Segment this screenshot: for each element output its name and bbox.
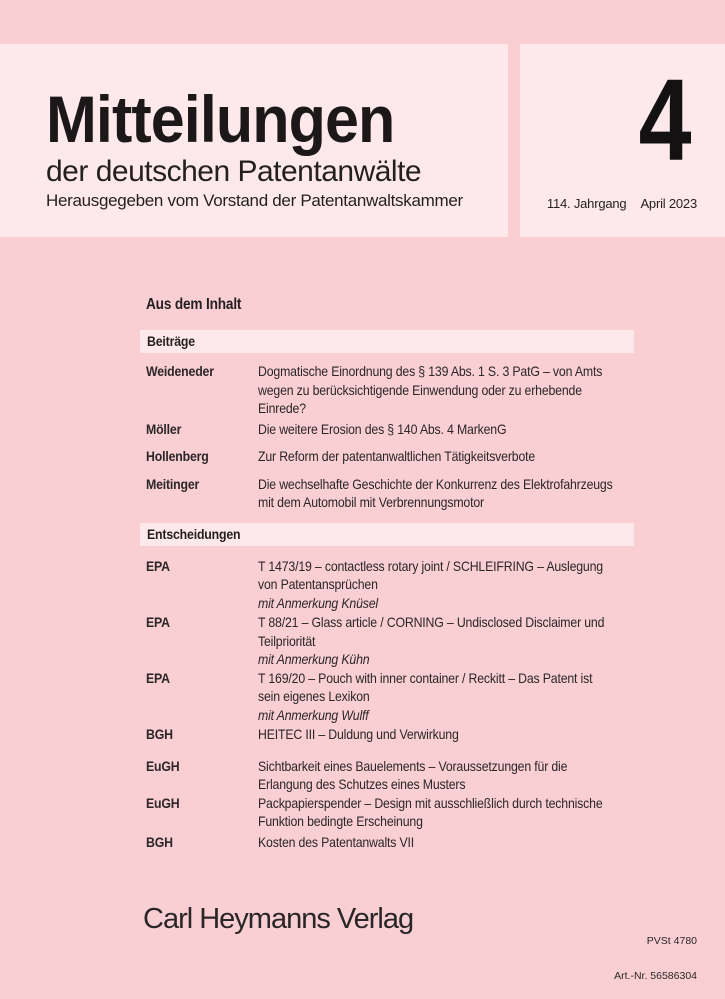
toc-entry-author: EPA — [146, 669, 170, 686]
issue-volume: 114. Jahrgang — [546, 196, 627, 211]
journal-publisher-line: Herausgegeben vom Vorstand der Patentanwaltskammer — [46, 191, 463, 210]
section-band-beitraege: Beiträge — [140, 330, 634, 353]
footer-article-number: Art.-Nr. 56586304 — [614, 969, 697, 982]
toc-entry-author: Meitinger — [146, 475, 200, 492]
toc-entry-title: Die weitere Erosion des § 140 Abs. 4 MarkenG — [258, 420, 507, 437]
toc-entry — [140, 725, 634, 744]
toc-entry-author: Möller — [146, 420, 182, 437]
toc-entry-title: Die wechselhafte Geschichte der Konkurrenz des Elektrofahrzeugs mit dem Automobil mit Verbrennungsmotor — [258, 475, 613, 510]
issue-number: 4 — [639, 55, 692, 185]
toc-entry-author: BGH — [146, 833, 173, 850]
toc-entry — [140, 362, 634, 418]
toc-entry-title: Packpapierspender – Design mit ausschließlich durch technische Funktion bedingte Erscheinung — [258, 794, 603, 829]
toc-entry-author: Hollenberg — [146, 448, 209, 464]
footer-codes — [614, 913, 697, 994]
toc-heading: Aus dem Inhalt — [146, 296, 242, 313]
toc-entry — [140, 669, 634, 725]
journal-title: Mitteilungen — [46, 82, 395, 156]
toc-entry-title: Dogmatische Einordnung des § 139 Abs. 1 S. 3 PatG – von Amts wegen zu berücksichtigende Einwendung oder zu erhebende Einrede? — [258, 363, 603, 416]
footer-publisher: Carl Heymanns Verlag — [143, 903, 414, 935]
toc-entry — [140, 833, 634, 852]
toc-entry-note: mit Anmerkung Knüsel — [258, 594, 378, 611]
footer-postal-code: PVSt 4780 — [646, 935, 697, 947]
toc-entry-author: EuGH — [146, 794, 180, 811]
toc-entry-title: Kosten des Patentanwalts VII — [258, 833, 415, 850]
toc-entry — [140, 475, 634, 512]
toc-entry-title: Sichtbarkeit eines Bauelements – Voraussetzungen für die Erlangung des Schutzes eines Musters — [258, 757, 568, 792]
toc-entry-author: EPA — [146, 614, 170, 630]
toc-entry-title: HEITEC III – Duldung und Verwirkung — [258, 726, 459, 742]
toc-entry-title: Zur Reform der patentanwaltlichen Tätigkeitsverbote — [258, 448, 536, 464]
toc-entry-author: BGH — [146, 726, 173, 742]
issue-meta — [547, 196, 697, 211]
toc-entry-title: T 169/20 – Pouch with inner container / Reckitt – Das Patent ist sein eigenes Lexikon mit Anmerkung Wulff — [258, 669, 593, 723]
toc-entry-title: T 1473/19 – contactless rotary joint / SCHLEIFRING – Auslegung von Patentansprüchen mit Anmerkung Knüsel — [258, 557, 603, 611]
toc-entry-note: mit Anmerkung Wulff — [258, 706, 369, 723]
toc-entry — [140, 613, 634, 669]
toc-entry — [140, 757, 634, 794]
toc-entry — [140, 557, 634, 613]
toc-entry-author: EPA — [146, 557, 170, 574]
toc-entry — [140, 447, 634, 466]
toc-entry-author: EuGH — [146, 757, 180, 774]
toc-entry-title: T 88/21 – Glass article / CORNING – Undisclosed Disclaimer und Teilpriorität mit Anmerkung Kühn — [258, 614, 605, 667]
section-band-entscheidungen: Entscheidungen — [140, 523, 634, 546]
toc-entry-note: mit Anmerkung Kühn — [258, 651, 370, 667]
journal-subtitle: der deutschen Patentanwälte — [46, 155, 422, 188]
toc-entry-author: Weideneder — [146, 363, 214, 379]
table-of-contents — [140, 297, 634, 851]
issue-date: April 2023 — [640, 196, 697, 211]
toc-entry — [140, 794, 634, 831]
toc-entry — [140, 420, 634, 439]
